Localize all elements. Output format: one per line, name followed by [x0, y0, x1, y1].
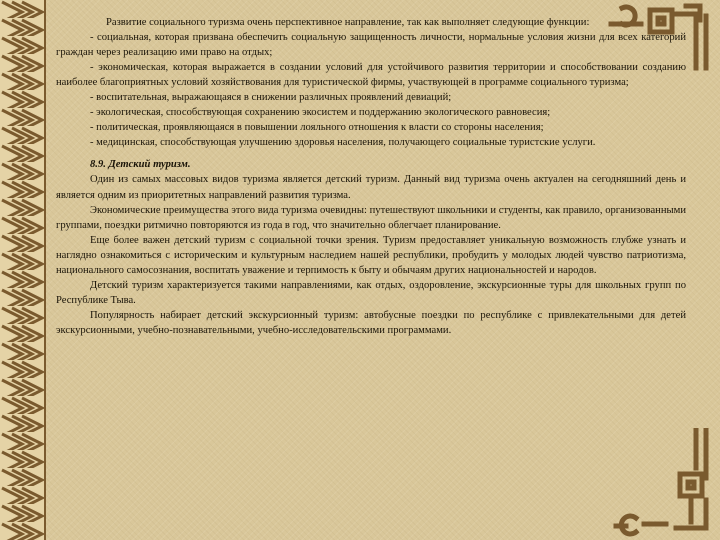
function-economic: - экономическая, которая выражается в создании условий для устойчивого развития территории и способствовании созданию наиболее благоприятных условий хозяйствования для туристической фирмы, участвующей в программе социального туризма;: [56, 62, 686, 89]
paragraph-4: Детский туризм характеризуется такими направлениями, как отдых, оздоровление, экскурсионные туры для школьных групп по Республике Тыва.: [56, 279, 686, 306]
function-political: - политическая, проявляющаяся в повышении лояльного отношения к власти со стороны населения;: [90, 122, 544, 134]
section-heading: 8.9. Детский туризм.: [90, 159, 191, 171]
document-body: [56, 15, 686, 338]
paragraph-1: Один из самых массовых видов туризма является детский туризм. Данный вид туризма очень актуален на сегодняшний день и является одним из приоритетных направлений развития туризма.: [56, 174, 686, 201]
function-educational: - воспитательная, выражающаяся в снижении различных проявлений девиаций;: [90, 92, 452, 104]
function-medical: - медицинская, способствующая улучшению здоровья населения, получающего социальные туристские услуги.: [90, 137, 596, 149]
bottom-right-knot-ornament-icon: [606, 428, 716, 538]
paragraph-2: Экономические преимущества этого вида туризма очевидны: путешествуют школьники и студенты, как правило, организованными группами, поездки ритмично повторяются из года в год, что значительно облегчает планирование.: [56, 204, 686, 231]
function-social: - социальная, которая призвана обеспечить социальную защищенность личности, нормальные условия жизни для всех категорий граждан через реализацию ими право на отдых;: [56, 32, 686, 59]
function-ecological: - экологическая, способствующая сохранению экосистем и поддержанию экологического равновесия;: [90, 107, 551, 119]
intro-paragraph: Развитие социального туризма очень перспективное направление, так как выполняет следующие функции:: [106, 17, 590, 28]
paragraph-3: Еще более важен детский туризм с социальной точки зрения. Туризм предоставляет уникальную возможность глубже узнать и наглядно ознакомиться с историческим и культурным наследием нашей республики, пробудить у молодых людей чувство патриотизма, национального самосознания, воспитать уважение и терпимость к быту и обычаям других национальностей и народов.: [56, 234, 686, 276]
left-ornament-border-icon: [0, 0, 46, 540]
paragraph-5: Популярность набирает детский экскурсионный туризм: автобусные поездки по республике с привлекательными для детей экскурсионными, учебно-познавательными, учебно-исследовательскими программами.: [56, 309, 686, 336]
